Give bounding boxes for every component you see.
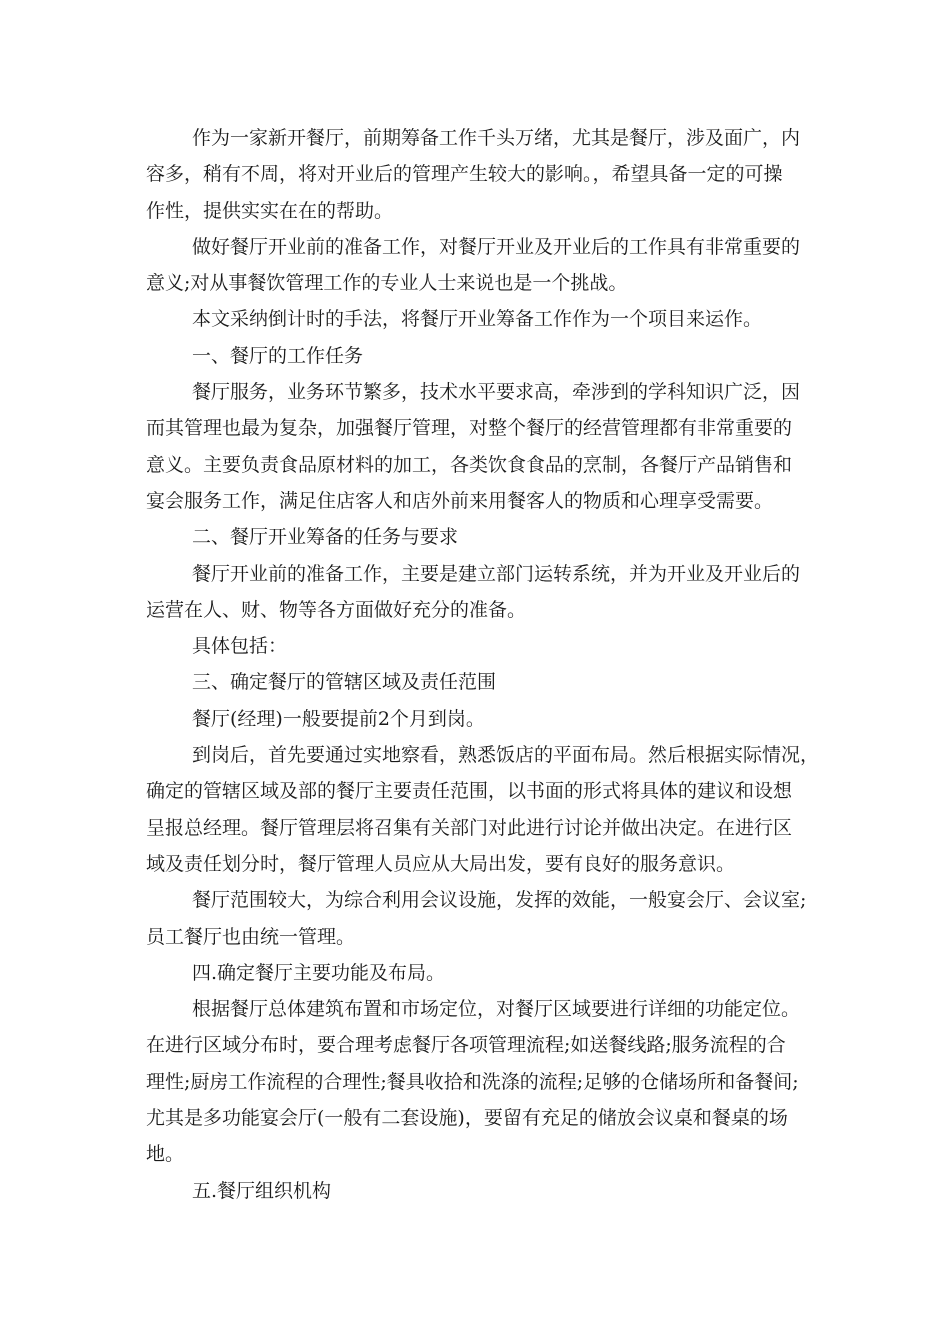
paragraph-line: 理性;厨房工作流程的合理性;餐具收拾和洗涤的流程;足够的仓储场所和备餐间; [146,1070,799,1093]
paragraph-line: 作性，提供实实在在的帮助。 [146,199,394,222]
paragraph-line: 容多，稍有不周，将对开业后的管理产生较大的影响。，希望具备一定的可操 [146,163,783,186]
paragraph-line: 地。 [146,1143,185,1166]
paragraph-line: 在进行区域分布时，要合理考虑餐厅各项管理流程;如送餐线路;服务流程的合 [146,1034,786,1057]
paragraph-line: 本文采纳倒计时的手法，将餐厅开业筹备工作作为一个项目来运作。 [192,308,763,331]
section-heading: 五.餐厅组织机构 [192,1179,332,1202]
paragraph-line: 确定的管辖区域及部的餐厅主要责任范围，以书面的形式将具体的建议和设想 [146,780,793,803]
document-body [146,120,820,1209]
paragraph-line: 意义。主要负责食品原材料的加工，各类饮食食品的烹制，各餐厅产品销售和 [146,453,793,476]
paragraph-line: 餐厅范围较大，为综合利用会议设施，发挥的效能，一般宴会厅、会议室; [192,889,807,912]
section-heading: 四.确定餐厅主要功能及布局。 [192,961,446,984]
paragraph-line: 作为一家新开餐厅，前期筹备工作千头万绪，尤其是餐厅，涉及面广，内 [192,127,801,149]
paragraph-line: 员工餐厅也由统一管理。 [146,925,356,948]
section-heading: 二、餐厅开业筹备的任务与要求 [192,526,459,549]
paragraph-line: 运营在人、财、物等各方面做好充分的准备。 [146,598,527,621]
paragraph-line: 宴会服务工作，满足住店客人和店外前来用餐客人的物质和心理享受需要。 [146,489,774,512]
paragraph-line: 根据餐厅总体建筑布置和市场定位，对餐厅区域要进行详细的功能定位。 [192,998,801,1021]
paragraph-line: 做好餐厅开业前的准备工作，对餐厅开业及开业后的工作具有非常重要的 [192,235,801,258]
paragraph-line: 呈报总经理。餐厅管理层将召集有关部门对此进行讨论并做出决定。在进行区 [146,816,793,839]
paragraph-line: 到岗后，首先要通过实地察看，熟悉饭店的平面布局。然后根据实际情况， [192,744,820,767]
paragraph-line: 具体包括： [192,635,288,658]
paragraph-line: 尤其是多功能宴会厅(一般有二套设施)，要留有充足的储放会议桌和餐桌的场 [146,1107,788,1130]
paragraph-line: 餐厅开业前的准备工作，主要是建立部门运转系统，并为开业及开业后的 [192,562,801,585]
paragraph-line: 意义;对从事餐饮管理工作的专业人士来说也是一个挑战。 [146,272,628,295]
paragraph-line: 餐厅(经理)一般要提前2个月到岗。 [192,707,485,730]
paragraph-line: 域及责任划分时，餐厅管理人员应从大局出发，要有良好的服务意识。 [146,852,736,875]
section-heading: 一、餐厅的工作任务 [192,344,364,367]
paragraph-line: 餐厅服务，业务环节繁多，技术水平要求高，牵涉到的学科知识广泛，因 [192,381,801,404]
paragraph-line: 而其管理也最为复杂，加强餐厅管理，对整个餐厅的经营管理都有非常重要的 [146,417,793,440]
section-heading: 三、确定餐厅的管辖区域及责任范围 [192,671,497,694]
